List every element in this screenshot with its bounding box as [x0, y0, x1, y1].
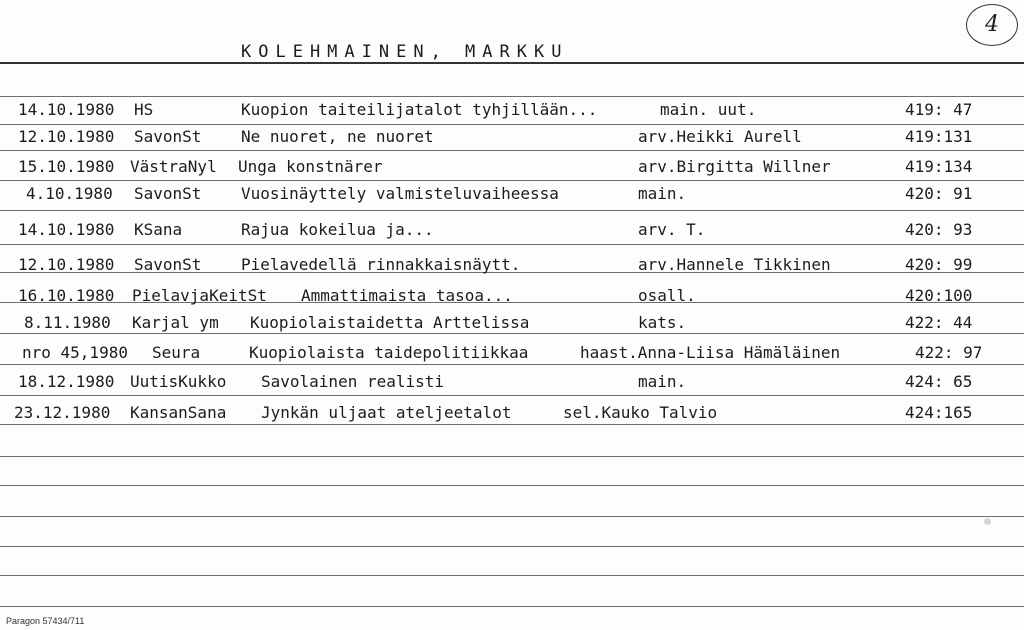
entry-source: PielavjaKeitSt — [132, 286, 267, 305]
entry-ref: 420: 99 — [905, 255, 973, 274]
ruled-line — [0, 180, 1024, 181]
entry-ref: 422: 44 — [905, 313, 973, 332]
entry-source: HS — [134, 100, 154, 119]
entry-source: SavonSt — [134, 127, 202, 146]
card-heading: KOLEHMAINEN, MARKKU — [241, 42, 569, 62]
entry-date: 15.10.1980 — [18, 157, 115, 176]
card-footer: Paragon 57434/711 — [6, 616, 85, 626]
ruled-line — [0, 244, 1024, 245]
entry-date: 14.10.1980 — [18, 100, 115, 119]
entry-ref: 422: 97 — [915, 343, 983, 362]
entry-title: Kuopiolaistaidetta Arttelissa — [250, 313, 530, 332]
entry-ref: 419:131 — [905, 127, 973, 146]
list-item — [0, 286, 1024, 308]
list-item — [0, 127, 1024, 149]
entry-date: 18.12.1980 — [18, 372, 115, 391]
entry-note: kats. — [638, 313, 687, 332]
ruled-line — [0, 575, 1024, 576]
entry-title: Kuopiolaista taidepolitiikkaa — [249, 343, 529, 362]
entry-source: Seura — [152, 343, 201, 362]
entry-date: 4.10.1980 — [26, 184, 113, 203]
entry-title: Ne nuoret, ne nuoret — [241, 127, 434, 146]
entry-source: KansanSana — [130, 403, 227, 422]
entry-title: Vuosinäyttely valmisteluvaiheessa — [241, 184, 559, 203]
entry-title: Savolainen realisti — [261, 372, 445, 391]
ruled-line — [0, 210, 1024, 211]
list-item — [0, 184, 1024, 206]
list-item — [0, 343, 1024, 365]
card-number: 4 — [966, 4, 1018, 46]
ruled-line — [0, 96, 1024, 97]
entry-title: Pielavedellä rinnakkaisnäytt. — [241, 255, 521, 274]
ruled-line — [0, 606, 1024, 607]
entry-ref: 419:134 — [905, 157, 973, 176]
ruled-line — [0, 124, 1024, 125]
heading-rule — [0, 62, 1024, 64]
entry-note: osall. — [638, 286, 696, 305]
entry-note: main. — [638, 184, 687, 203]
entry-ref: 420: 91 — [905, 184, 973, 203]
entry-source: VästraNyl — [130, 157, 217, 176]
entry-date: 12.10.1980 — [18, 127, 115, 146]
entry-note: arv. T. — [638, 220, 706, 239]
entry-source: KSana — [134, 220, 183, 239]
ruled-line — [0, 150, 1024, 151]
list-item — [0, 403, 1024, 425]
entry-ref: 424: 65 — [905, 372, 973, 391]
entry-source: Karjal ym — [132, 313, 219, 332]
entry-ref: 420:100 — [905, 286, 973, 305]
list-item — [0, 372, 1024, 394]
entry-title: Jynkän uljaat ateljeetalot — [261, 403, 512, 422]
entry-title: Unga konstnärer — [238, 157, 383, 176]
list-item — [0, 100, 1024, 122]
ruled-line — [0, 456, 1024, 457]
entry-note: arv.Hannele Tikkinen — [638, 255, 831, 274]
entry-ref: 420: 93 — [905, 220, 973, 239]
entry-source: SavonSt — [134, 255, 202, 274]
ruled-line — [0, 395, 1024, 396]
entry-date: 12.10.1980 — [18, 255, 115, 274]
entry-note: main. uut. — [660, 100, 757, 119]
entry-note: haast.Anna-Liisa Hämäläinen — [580, 343, 841, 362]
entry-note: arv.Birgitta Willner — [638, 157, 831, 176]
entry-note: arv.Heikki Aurell — [638, 127, 802, 146]
entry-ref: 419: 47 — [905, 100, 973, 119]
ruled-line — [0, 546, 1024, 547]
entry-title: Ammattimaista tasoa... — [301, 286, 513, 305]
list-item — [0, 157, 1024, 179]
list-item — [0, 220, 1024, 242]
ruled-line — [0, 516, 1024, 517]
ruled-line — [0, 485, 1024, 486]
entry-date: 23.12.1980 — [14, 403, 111, 422]
entry-source: UutisKukko — [130, 372, 227, 391]
entry-ref: 424:165 — [905, 403, 973, 422]
entry-date: nro 45,1980 — [22, 343, 128, 362]
entry-date: 8.11.1980 — [24, 313, 111, 332]
list-item — [0, 313, 1024, 335]
entry-title: Kuopion taiteilijatalot tyhjillään... — [241, 100, 598, 119]
entry-note: sel.Kauko Talvio — [563, 403, 718, 422]
entry-source: SavonSt — [134, 184, 202, 203]
entry-title: Rajua kokeilua ja... — [241, 220, 434, 239]
list-item — [0, 255, 1024, 277]
entry-date: 14.10.1980 — [18, 220, 115, 239]
ink-smudge — [984, 518, 991, 525]
entry-date: 16.10.1980 — [18, 286, 115, 305]
entry-note: main. — [638, 372, 687, 391]
